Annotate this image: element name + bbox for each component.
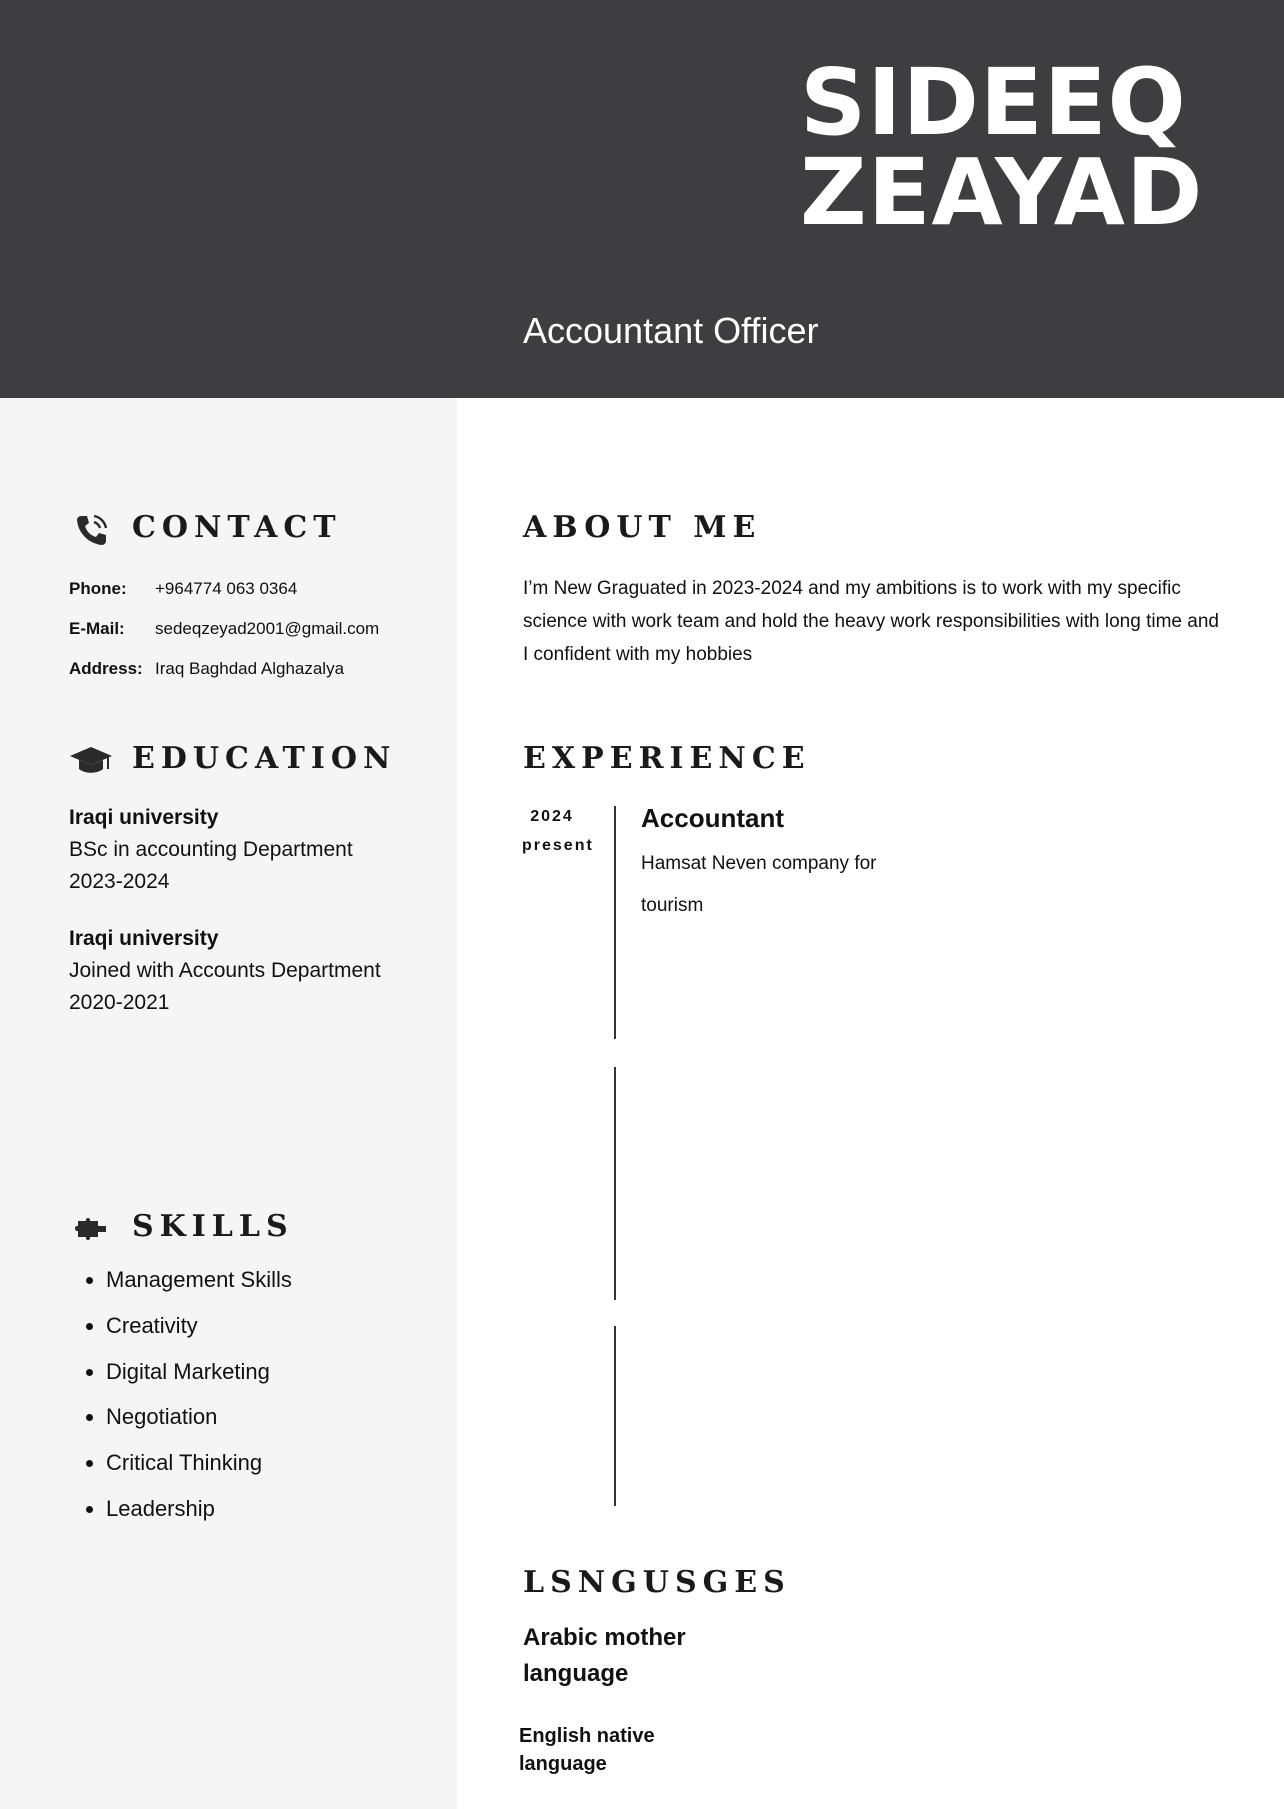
graduation-cap-icon — [69, 745, 113, 775]
contact-phone — [69, 579, 297, 599]
name-first: SIDEEQ — [800, 49, 1187, 156]
person-name — [800, 49, 1204, 246]
skill-item: • Digital Marketing — [106, 1354, 292, 1400]
skill-item: • Critical Thinking — [106, 1445, 292, 1491]
timeline-line — [614, 1326, 616, 1506]
contact-heading: CONTACT — [132, 510, 342, 545]
about-heading: ABOUT ME — [523, 510, 762, 545]
skill-item: • Negotiation — [106, 1399, 292, 1445]
education-years: 2023-2024 — [69, 870, 170, 893]
phone-label: Phone: — [69, 579, 127, 598]
address-label: Address: — [69, 659, 143, 678]
about-text: I’m New Graguated in 2023-2024 and my ambitions is to work with my specific science with work team and hold the heavy work responsibilities with long time and I confident with my hobbies — [523, 578, 1219, 665]
language-item: Arabic mother language — [523, 1624, 686, 1687]
skills-heading: SKILLS — [132, 1209, 294, 1244]
email-value[interactable]: sedeqzeyad2001@gmail.com — [155, 619, 380, 638]
header-banner — [0, 0, 1284, 398]
education-degree: BSc in accounting Department — [69, 838, 353, 861]
education-degree: Joined with Accounts Department — [69, 959, 381, 982]
education-years: 2020-2021 — [69, 991, 170, 1014]
experience-role: Accountant — [641, 803, 784, 833]
sidebar — [0, 398, 457, 1809]
timeline-line — [614, 1067, 616, 1300]
experience-date: 2024 present — [522, 808, 594, 854]
language-item: English native language — [519, 1725, 655, 1775]
languages-heading: LSNGUSGES — [523, 1565, 791, 1600]
skill-item: • Leadership — [106, 1491, 292, 1537]
phone-icon — [74, 512, 110, 548]
education-item — [69, 806, 353, 894]
name-last: ZEAYAD — [800, 139, 1204, 246]
puzzle-icon — [74, 1215, 110, 1243]
phone-value: +964774 063 0364 — [155, 579, 298, 598]
experience-company: Hamsat Neven company for tourism — [641, 853, 877, 916]
education-heading: EDUCATION — [132, 741, 397, 776]
experience-heading: EXPERIENCE — [523, 741, 811, 776]
education-item — [69, 927, 381, 1015]
email-label: E-Mail: — [69, 619, 125, 638]
job-title: Accountant Officer — [523, 310, 819, 351]
education-school: Iraqi university — [69, 927, 219, 950]
address-value: Iraq Baghdad Alghazalya — [155, 659, 345, 678]
contact-email — [69, 619, 379, 639]
contact-address — [69, 659, 344, 679]
skills-list — [75, 1262, 292, 1537]
skill-item: • Creativity — [106, 1308, 292, 1354]
timeline-line — [614, 806, 616, 1039]
skill-item: • Management Skills — [106, 1262, 292, 1308]
education-school: Iraqi university — [69, 806, 219, 829]
